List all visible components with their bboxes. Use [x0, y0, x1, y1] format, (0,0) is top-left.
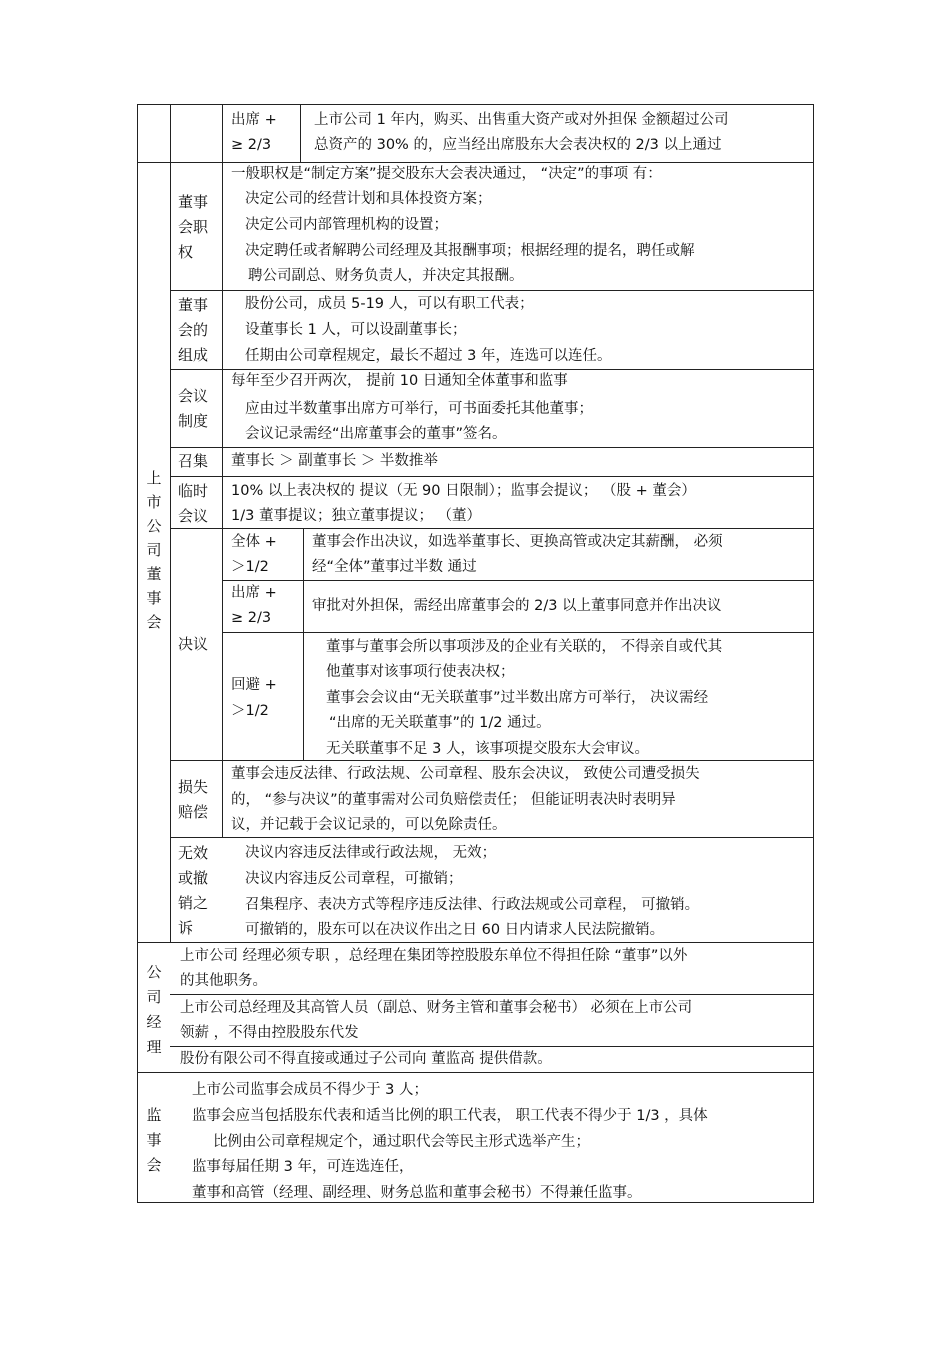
supervisor-line-5: 董事和高管（经理、副经理、财务总监和董事会秘书）不得兼任监事。: [192, 1185, 642, 1201]
grid-hline: [170, 290, 814, 291]
composition-line-2: 设董事长 1 人，可以设副董事长；: [245, 322, 467, 338]
meeting-line-1: 每年至少召开两次， 提前 10 日通知全体董事和监事: [231, 373, 568, 389]
top-row-cond-2: ≥ 2/3: [231, 137, 272, 153]
res-cond-present-2: ≥ 2/3: [231, 610, 272, 626]
res-present-line-1: 审批对外担保，需经出席董事会的 2/3 以上董事同意并作出决议: [312, 598, 722, 614]
supervisor-line-3: 比例由公司章程规定个，通过职代会等民主形式选举产生；: [213, 1134, 590, 1150]
meeting-line-3: 会议记录需经“出席董事会的董事”签名。: [245, 426, 507, 442]
grid-hline: [137, 1072, 814, 1073]
res-cond-all-1: 全体 +: [231, 534, 277, 550]
damages-line-3: 议，并记载于会议记录的，可以免除责任。: [231, 817, 507, 833]
grid-vline: [137, 104, 138, 1203]
damages-line-1: 董事会违反法律、行政法规、公司章程、股东会决议， 致使公司遭受损失: [231, 766, 700, 782]
res-recuse-line-4: “出席的无关联董事”的 1/2 通过。: [329, 715, 551, 731]
label-damages: 损失赔偿: [178, 778, 209, 821]
invalid-line-4: 可撤销的，股东可以在决议作出之日 60 日内请求人民法院撤销。: [245, 922, 665, 938]
manager-row3-line-1: 股份有限公司不得直接或通过子公司向 董监高 提供借款。: [180, 1051, 552, 1067]
top-row-text-1: 上市公司 1 年内，购买、出售重大资产或对外担保 金额超过公司: [314, 112, 729, 128]
res-cond-all-2: ＞1/2: [231, 559, 269, 575]
temp-meeting-line-1: 10% 以上表决权的 提议（无 90 日限制）；监事会提议； （股 + 董会）: [231, 483, 696, 499]
label-resolution: 决议: [178, 635, 209, 653]
powers-line-4: 决定聘任或者解聘公司经理及其报酬事项；根据经理的提名，聘任或解: [245, 243, 695, 259]
grid-vline: [222, 162, 223, 838]
grid-hline: [170, 994, 814, 995]
label-meeting-system: 会议制度: [178, 387, 209, 430]
grid-vline: [300, 104, 301, 163]
res-recuse-line-5: 无关联董事不足 3 人，该事项提交股东大会审议。: [326, 741, 649, 757]
powers-line-2: 决定公司的经营计划和具体投资方案；: [245, 191, 492, 207]
manager-row2-line-1: 上市公司总经理及其高管人员（副总、财务主管和董事会秘书） 必须在上市公司: [180, 1000, 693, 1016]
powers-line-5: 聘公司副总、财务负责人，并决定其报酬。: [248, 268, 524, 284]
res-all-line-2: 经“全体”董事过半数 通过: [312, 559, 477, 575]
grid-vline: [222, 104, 223, 163]
invalid-line-3: 召集程序、表决方式等程序违反法律、行政法规或公司章程， 可撤销。: [245, 897, 700, 913]
res-recuse-line-3: 董事会会议由“无关联董事”过半数出席方可举行， 决议需经: [326, 690, 709, 706]
composition-line-1: 股份公司，成员 5-19 人，可以有职工代表；: [245, 296, 534, 312]
manager-row1-line-1: 上市公司 经理必须专职 ，总经理在集团等控股股东单位不得担任除 “董事”以外: [180, 948, 688, 964]
manager-row2-line-2: 领薪 ，不得由控股股东代发: [180, 1025, 359, 1041]
meeting-line-2: 应由过半数董事出席方可举行，可书面委托其他董事；: [245, 401, 593, 417]
damages-line-2: 的， “参与决议”的董事需对公司负赔偿责任； 但能证明表决时表明异: [231, 792, 676, 808]
res-cond-recuse-1: 回避 +: [231, 677, 277, 693]
grid-hline: [222, 580, 814, 581]
composition-line-3: 任期由公司章程规定，最长不超过 3 年，连选可以连任。: [245, 348, 612, 364]
label-board-composition: 董事会的组成: [178, 296, 209, 364]
section-label-manager: 公司经理: [146, 963, 162, 1056]
powers-line-3: 决定公司内部管理机构的设置；: [245, 217, 448, 233]
res-recuse-line-2: 他董事对该事项行使表决权；: [326, 664, 515, 680]
supervisor-line-1: 上市公司监事会成员不得少于 3 人；: [192, 1082, 428, 1098]
top-row-text-2: 总资产的 30% 的，应当经出席股东大会表决权的 2/3 以上通过: [314, 137, 722, 153]
section-label-supervisor: 监事会: [146, 1106, 162, 1174]
label-convene: 召集: [178, 452, 209, 470]
grid-vline: [170, 104, 171, 943]
res-cond-recuse-2: ＞1/2: [231, 703, 269, 719]
section-label-board: 上市公司董事会: [146, 469, 162, 631]
grid-vline: [303, 528, 304, 761]
label-invalid-suit: 无效或撤销之诉: [178, 844, 209, 937]
res-recuse-line-1: 董事与董事会所以事项涉及的企业有关联的， 不得亲自或代其: [326, 639, 723, 655]
grid-hline: [170, 447, 814, 448]
res-all-line-1: 董事会作出决议，如选举董事长、更换高管或决定其薪酬， 必须: [312, 534, 723, 550]
invalid-line-2: 决议内容违反公司章程，可撤销；: [245, 871, 463, 887]
res-cond-present-1: 出席 +: [231, 585, 277, 601]
label-board-powers: 董事会职权: [178, 193, 209, 261]
label-temp-meeting: 临时会议: [178, 482, 209, 525]
top-row-cond-1: 出席 +: [231, 112, 277, 128]
grid-hline: [137, 104, 814, 105]
grid-hline: [222, 632, 814, 633]
supervisor-line-4: 监事每届任期 3 年，可连选连任，: [192, 1159, 414, 1175]
temp-meeting-line-2: 1/3 董事提议；独立董事提议； （董）: [231, 508, 482, 524]
grid-vline: [813, 104, 814, 1203]
invalid-line-1: 决议内容违反法律或行政法规， 无效；: [245, 845, 497, 861]
powers-line-1: 一般职权是“制定方案”提交股东大会表决通过， “决定”的事项 有：: [231, 166, 662, 182]
grid-hline: [170, 476, 814, 477]
manager-row1-line-2: 的其他职务。: [180, 973, 267, 989]
convene-text: 董事长 ＞ 副董事长 ＞ 半数推举: [231, 453, 438, 469]
supervisor-line-2: 监事会应当包括股东代表和适当比例的职工代表， 职工代表不得少于 1/3 ，具体: [192, 1108, 708, 1124]
